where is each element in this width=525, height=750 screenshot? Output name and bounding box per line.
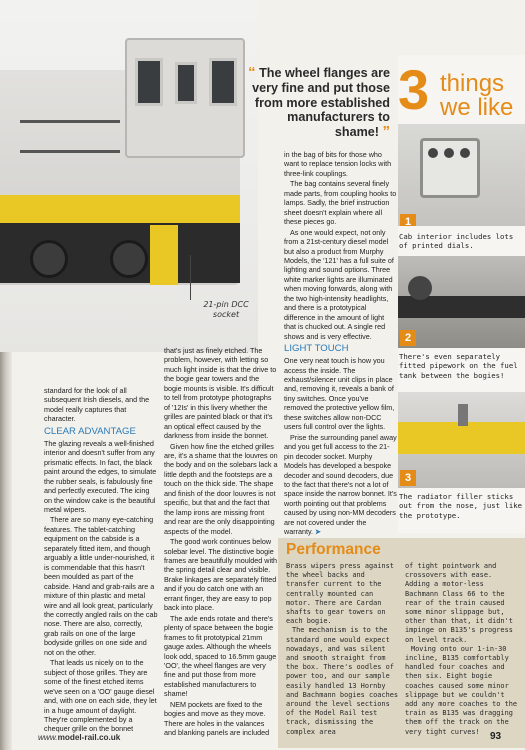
handrail: [20, 120, 120, 123]
loco-cab: [125, 38, 245, 158]
bogie-wheel: [30, 240, 68, 278]
end-arrow-icon: ➤: [315, 527, 322, 537]
body-paragraph: That leads us nicely on to the subject of those grilles. They are some of the finest etched items we've seen on a 'OO' gauge diesel and, with one on each side, they let in a huge amount of daylight. They're complemented by a chequer grille on the bonnet: [44, 658, 157, 734]
cab-interior-window: [420, 138, 480, 198]
cab-window-left: [135, 58, 163, 106]
yellow-step: [150, 225, 178, 285]
text-column-b: [164, 346, 278, 739]
performance-column-left: [286, 562, 400, 737]
sidebar-photo-1: [398, 124, 525, 226]
locomotive-photo: [0, 0, 258, 352]
sidebar-title-line2: we like: [440, 94, 514, 121]
cab-window-door: [175, 62, 197, 104]
footer-url[interactable]: [38, 733, 120, 742]
body-paragraph: standard for the look of all subsequent Irish diesels, and the model really captures that character.: [44, 386, 150, 424]
cab-window-right: [209, 58, 237, 106]
sidebar-item-number: 1: [400, 214, 416, 226]
sidebar-photo-2: [398, 256, 525, 348]
body-paragraph: that's just as finely etched. The problem, however, with letting so much light inside is that the drive to the bogie gear towers and the bogie mounts is visible. It's difficult to tell from prototype photographs of '12Is' in this livery whether the grilles are painted black or that it's an optical effect caused by the darkness from inside the bonnet.: [164, 346, 277, 441]
bogie-wheel: [110, 240, 148, 278]
body-paragraph: Brass wipers press against the wheel backs and transfer current to the centrally mounted can motor. There are Cardan shafts to gear towers on each bogie.: [286, 562, 394, 626]
body-paragraph-text: Prise the surrounding panel away and you get full access to the 21-pin decoder socket. Murphy Models has developed a bespoke decoder and sound decoders, due to the fact that there's not a lot of space inside the narrow bonnet. It's worth pointing out that problems caused by using non-MM decoders are not covered under the warranty.: [284, 432, 397, 537]
body-paragraph: One very neat touch is how you access the inside. The exhaust/silencer unit clips in place and, removing it, reveals a bank of tiny switches. Once you've removed the protective yellow film, these switches allow non-DCC users full control over the lights.: [284, 356, 395, 432]
yellow-warning-band: [0, 195, 240, 223]
dial-icon: [428, 148, 438, 158]
body-paragraph: of tight pointwork and crossovers with ease. Adding a motor-less Bachmann Class 66 to the rear of the train caused some minor slippage but, other than that, it didn't impinge on B135's progress on level track.: [405, 562, 513, 644]
body-paragraph: NEM pockets are fixed to the bogies and move as they move. There are holes in the valances and blanking panels are included: [164, 699, 270, 738]
body-paragraph: The good work continues below solebar level. The distinctive bogie frames are beautifully moulded with the spring detail clear and visible. Brake linkages are separately fitted and if you do catch one with an errant finger, they are easy to pop back into place.: [164, 537, 278, 613]
section-heading-light-touch: LIGHT TOUCH: [284, 343, 349, 355]
sidebar-item-number: 3: [400, 470, 416, 486]
pull-quote: [245, 66, 390, 140]
handrail: [20, 150, 120, 153]
body-paragraph: Moving onto our 1-in-30 incline, B135 comfortably handled four coaches and then six. Eight bogie coaches caused some minor slippage but we couldn't add any more coaches to the train as B135 was dragging them off the track on the very tight curves!: [405, 644, 518, 736]
page-number: 93: [490, 731, 502, 742]
footer-url-main: model-rail.co.uk: [57, 733, 121, 742]
sidebar-caption-1: Cab interior includes lots of printed dials.: [399, 232, 514, 251]
body-paragraph: [284, 433, 397, 537]
photo-caption: 21-pin DCC socket: [203, 300, 249, 319]
performance-column-right: [405, 562, 521, 737]
pull-quote-text: The wheel flanges are very fine and put those from more established manufacturers to shame!: [252, 66, 390, 140]
yellow-nose: [398, 422, 525, 454]
body-paragraph: in the bag of bits for those who want to replace tension locks with three-link couplings.: [284, 150, 392, 178]
text-column-a: [44, 386, 158, 735]
sidebar-title-line1: things: [440, 70, 505, 97]
body-paragraph: The bag contains several finely made parts, from coupling hooks to lamps. Sadly, the brief instruction sheet doesn't explain where all these pieces go.: [284, 179, 397, 227]
body-paragraph: The glazing reveals a well-finished interior and doesn't suffer from any prismatic effects. In fact, the black paint around the edges, to simulate the rubber seals, is fabulously fine and perfectly executed. The icing on the window cake is the beautiful metal wipers.: [44, 438, 157, 514]
performance-heading: Performance: [286, 541, 381, 558]
quote-open-mark: “: [248, 64, 256, 81]
sidebar-big-number: 3: [398, 58, 430, 121]
body-paragraph: As one would expect, not only from a 21st-century diesel model but also a product from Murphy Models, the '121' has a full suite of lighting and sound options. Three white marker lights are illuminated when moving forwards, along with the two high-intensity headlights, and there is a prototypical difference in the amount of light that is chucked out. A single red shows and is very effective.: [284, 227, 394, 341]
bogie-wheel: [408, 276, 432, 300]
body-paragraph: Given how fine the etched grilles are, it's a shame that the louvres on the body and on the solebars lack a little depth and the footsteps are a touch on the thick side. The shape and finish of the door louvres is not specific, but that and the fact that the lamp irons are missing front and rear are the only disappointing aspects of the model.: [164, 441, 278, 536]
performance-box: [278, 538, 525, 748]
text-column-c: [284, 150, 397, 538]
dial-icon: [444, 148, 454, 158]
body-paragraph: The mechanism is to the standard one would expect nowadays, and was silent and smooth straight from the box. There's oodles of power too, and our sample easily handled 13 Hornby and Bachmann bogies coaches around the level sections of the Model Rail test track, dismissing the complex area: [286, 626, 399, 736]
footer-url-prefix: www.: [38, 733, 58, 742]
radiator-filler: [458, 404, 468, 426]
sidebar-caption-3: The radiator filler sticks out from the nose, just like the prototype.: [399, 492, 523, 520]
sidebar-caption-2: There's even separately fitted pipework on the fuel tank between the bogies!: [399, 352, 518, 380]
caption-pointer-line: [190, 255, 191, 300]
body-paragraph: The axle ends rotate and there's plenty of space between the bogie frames to fit prototypical 21mm gauge axles. Although the wheels look odd, spaced to 16.5mm gauge 'OO', the wheel flanges are very fine and put those from more established manufacturers to shame!: [164, 613, 277, 699]
sidebar-photo-3: [398, 392, 525, 488]
body-paragraph: There are so many eye-catching features. The tablet-catching equipment on the cabside is a separately fitted item, and though arguably a little under-nourished, it is commendable that this hasn't been moulded as part of the cabside. Hand and grab-rails are a mixture of thin plastic and metal wire and all look great, particularly the correctly angled rails on the cab nose. There are also, correctly, grab rails on one of the large bodyside grilles on one side and not on the other.: [44, 515, 158, 657]
section-heading-clear-advantage: CLEAR ADVANTAGE: [44, 425, 136, 437]
sidebar-item-number: 2: [400, 330, 416, 346]
quote-close-mark: ”: [382, 123, 390, 141]
dial-icon: [460, 148, 470, 158]
